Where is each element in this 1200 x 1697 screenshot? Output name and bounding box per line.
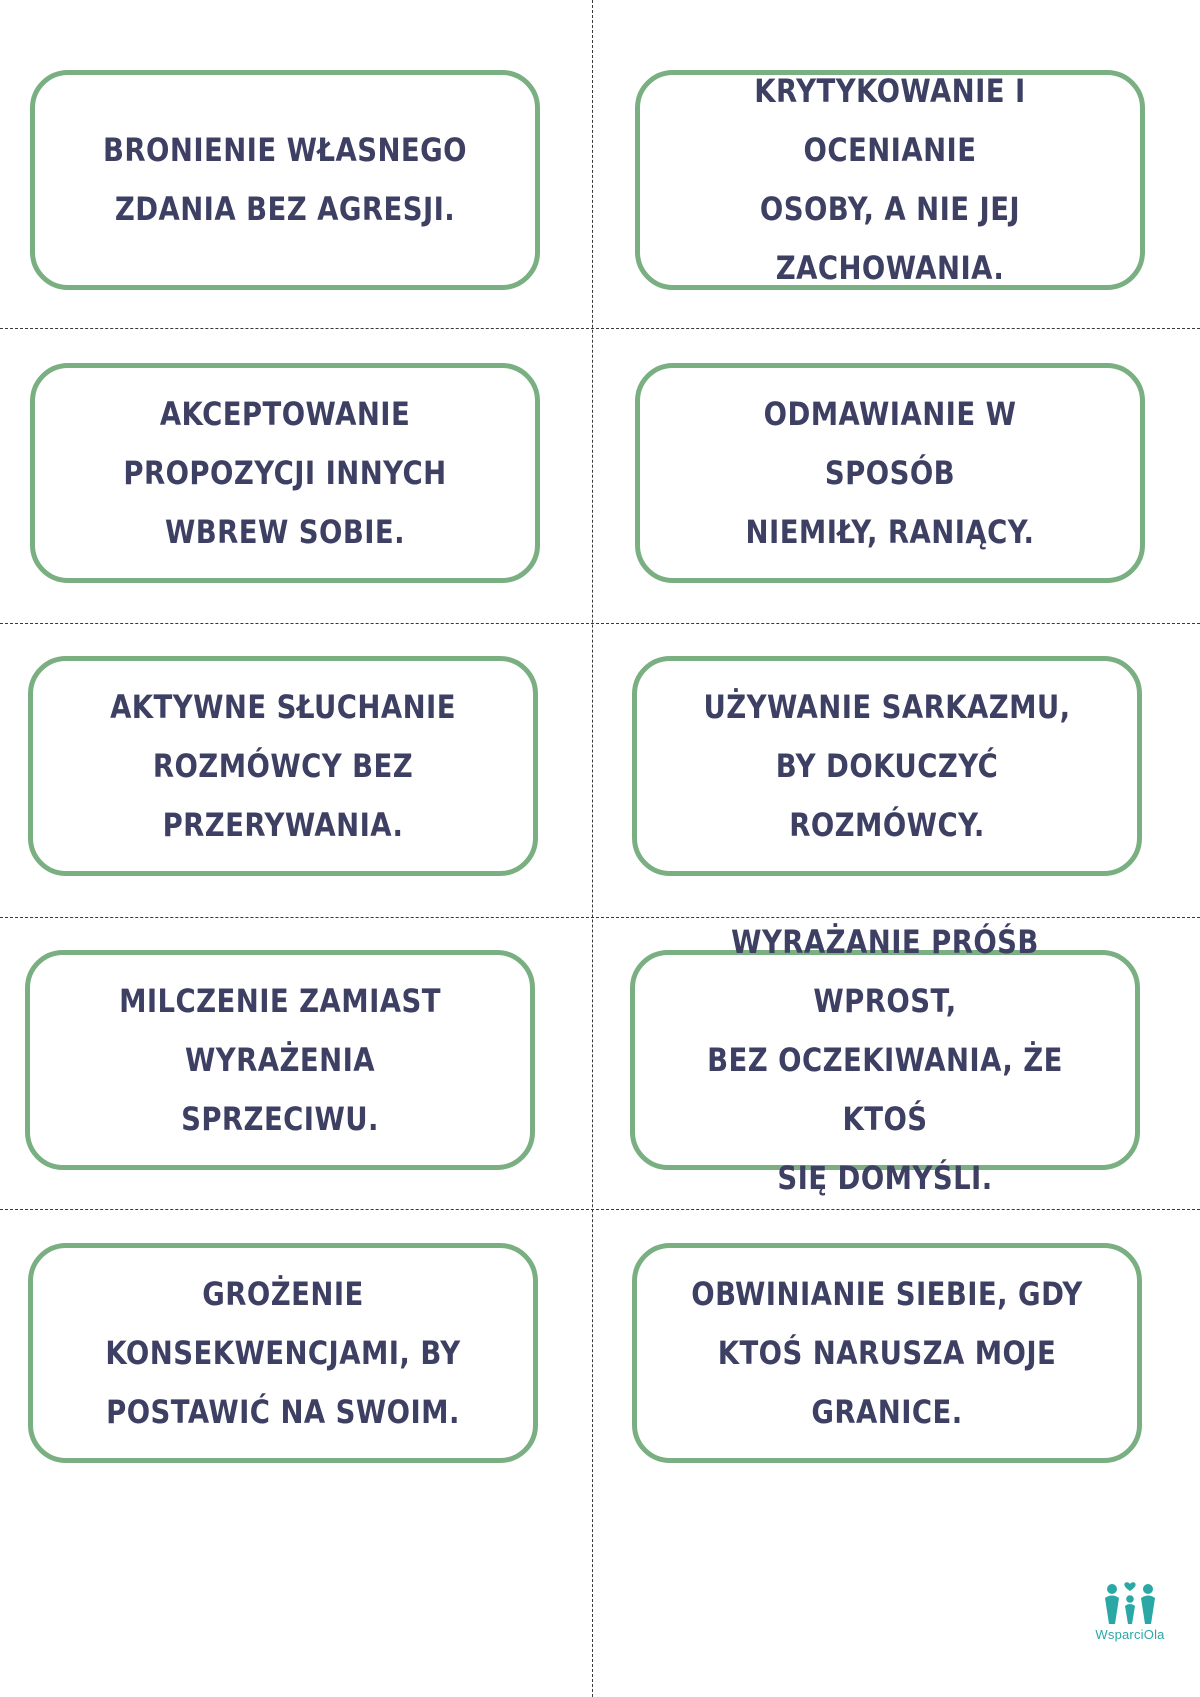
vertical-cut-line [592, 0, 593, 1697]
card [30, 70, 540, 290]
card [28, 656, 538, 876]
card [632, 656, 1142, 876]
card-text: UŻYWANIE SARKAZMU, BY DOKUCZYĆ ROZMÓWCY. [703, 687, 1071, 844]
family-hearts-icon [1101, 1580, 1159, 1626]
horizontal-cut-line [0, 328, 1200, 329]
card [630, 922, 1140, 1197]
card [635, 363, 1145, 583]
brand-logo [1080, 1580, 1180, 1650]
card-text: BRONIENIE WŁASNEGO ZDANIA BEZ AGRESJI. [103, 131, 467, 228]
logo-text: WsparciOla [1095, 1627, 1165, 1642]
card-text: OBWINIANIE SIEBIE, GDY KTOŚ NARUSZA MOJE GRANICE. [691, 1274, 1083, 1431]
card [30, 363, 540, 583]
card-text: AKTYWNE SŁUCHANIE ROZMÓWCY BEZ PRZERYWANIA. [110, 687, 456, 844]
card [28, 1243, 538, 1463]
card-text: WYRAŻANIE PRÓŚB WPROST, BEZ OCZEKIWANIA, ŻE KTOŚ SIĘ DOMYŚLI. [707, 922, 1063, 1197]
horizontal-cut-line [0, 1209, 1200, 1210]
card-text: KRYTYKOWANIE I OCENIANIE OSOBY, A NIE JEJ ZACHOWANIA. [754, 72, 1026, 287]
card-text: AKCEPTOWANIE PROPOZYCJI INNYCH WBREW SOBIE. [123, 394, 447, 551]
horizontal-cut-line [0, 623, 1200, 624]
card [25, 950, 535, 1170]
card [632, 1243, 1142, 1463]
card [635, 70, 1145, 290]
card-text: MILCZENIE ZAMIAST WYRAŻENIA SPRZECIWU. [119, 981, 441, 1138]
card-text: ODMAWIANIE W SPOSÓB NIEMIŁY, RANIĄCY. [745, 394, 1035, 551]
card-text: GROŻENIE KONSEKWENCJAMI, BY POSTAWIĆ NA SWOIM. [105, 1274, 461, 1431]
